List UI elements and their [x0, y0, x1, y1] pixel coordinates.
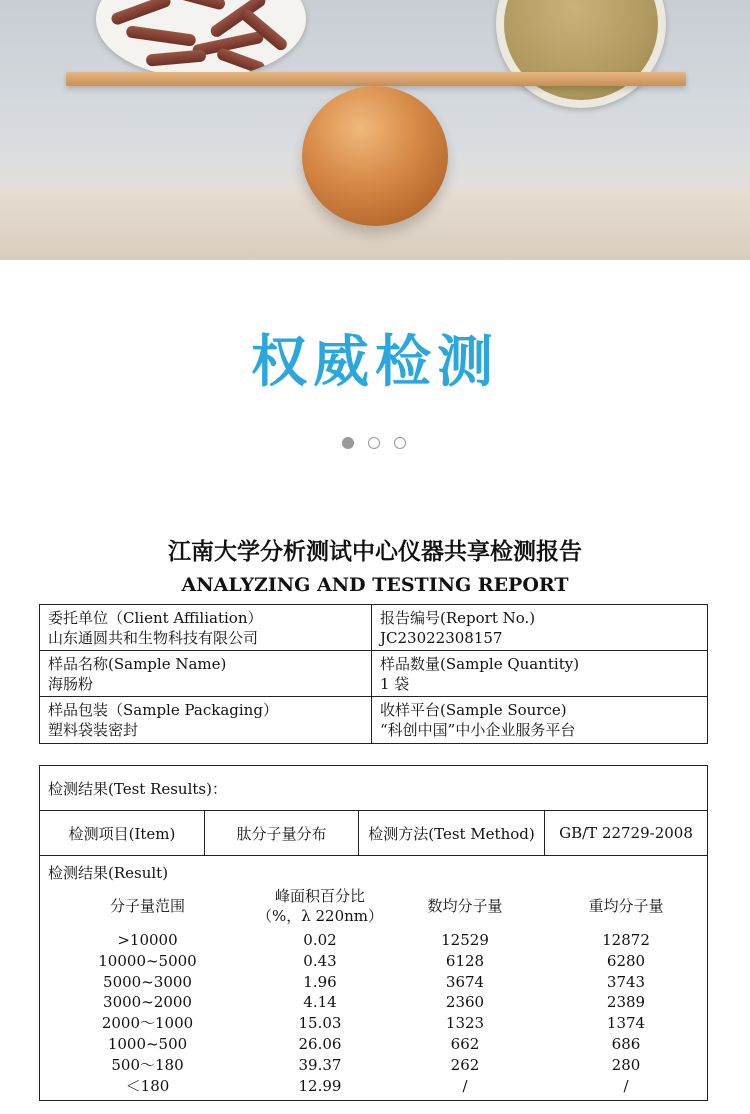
row-area: 0.43 — [303, 951, 337, 970]
row-mw: 12872 — [602, 931, 650, 949]
report-no-value: JC23022308157 — [380, 629, 503, 647]
packaging-value: 塑料袋装密封 — [48, 721, 139, 739]
row-mw: 2389 — [606, 993, 646, 1012]
row-mn: 1323 — [445, 1014, 485, 1033]
carousel-dot-2[interactable] — [368, 437, 380, 449]
row-mn: 2360 — [445, 993, 485, 1012]
row-range: 3000~2000 — [103, 993, 192, 1012]
row-mw: / — [623, 1076, 629, 1095]
results-column-headers — [40, 882, 707, 930]
carousel-dot-1[interactable] — [342, 437, 354, 449]
column-header-area-line2: （%，λ 220nm） — [256, 907, 384, 925]
row-mw: 686 — [611, 1034, 641, 1053]
table-row — [40, 1013, 707, 1034]
row-range: 10000~5000 — [98, 951, 197, 970]
table-row — [40, 1034, 707, 1055]
row-mn: 662 — [450, 1034, 480, 1053]
report-title-en: ANALYZING AND TESTING REPORT — [181, 574, 569, 596]
row-mn: / — [462, 1076, 468, 1095]
info-cell-sample-source — [372, 697, 707, 743]
table-row — [40, 1055, 707, 1076]
row-area: 26.06 — [298, 1034, 342, 1053]
sample-name-value: 海肠粉 — [48, 675, 94, 693]
carousel-dots — [342, 437, 406, 449]
info-cell-report-no — [372, 605, 707, 650]
column-header-area — [255, 882, 385, 930]
item-value: 肽分子量分布 — [205, 811, 359, 855]
table-row — [40, 930, 707, 951]
sample-quantity-value: 1 袋 — [380, 675, 410, 693]
section-title: 权威检测 — [251, 330, 499, 395]
row-mw: 6280 — [606, 951, 646, 970]
powder-bowl-image — [496, 0, 666, 108]
info-row — [40, 651, 707, 697]
sample-source-label: 收样平台(Sample Source) — [380, 701, 567, 719]
row-area: 4.14 — [303, 993, 337, 1012]
info-cell-client — [40, 605, 372, 650]
info-row — [40, 697, 707, 743]
method-value: GB/T 22729-2008 — [559, 824, 693, 842]
info-row — [40, 605, 707, 651]
results-heading: 检测结果(Test Results)： — [40, 766, 707, 811]
info-cell-packaging — [40, 697, 372, 743]
row-mn: 3674 — [445, 972, 485, 991]
row-area: 0.02 — [303, 931, 337, 949]
row-mw: 1374 — [606, 1014, 646, 1033]
client-value: 山东通圆共和生物科技有限公司 — [48, 629, 259, 647]
column-header-range: 分子量范围 — [109, 897, 185, 915]
row-mn: 6128 — [445, 951, 485, 970]
table-row — [40, 972, 707, 993]
row-range: >10000 — [117, 931, 178, 949]
hero-photo — [0, 0, 750, 260]
row-range: 2000～1000 — [101, 1014, 194, 1033]
table-row — [40, 1076, 707, 1097]
row-area: 39.37 — [298, 1055, 342, 1074]
sea-worm-bowl-image — [96, 0, 306, 78]
wooden-ball — [302, 86, 448, 226]
row-mw: 280 — [611, 1055, 641, 1074]
row-range: ＜180 — [125, 1076, 170, 1095]
test-results-table — [39, 765, 708, 1101]
report-info-table — [39, 604, 708, 744]
row-range: 5000~3000 — [103, 972, 192, 991]
packaging-label: 样品包装（Sample Packaging） — [48, 701, 278, 719]
item-label: 检测项目(Item) — [40, 811, 205, 855]
report-title-cn: 江南大学分析测试中心仪器共享检测报告 — [168, 539, 582, 565]
row-mn: 262 — [450, 1055, 480, 1074]
row-area: 15.03 — [298, 1014, 342, 1033]
table-row — [40, 992, 707, 1013]
table-row — [40, 951, 707, 972]
sample-quantity-label: 样品数量(Sample Quantity) — [380, 655, 580, 673]
results-rows — [40, 930, 707, 1096]
carousel-dot-3[interactable] — [394, 437, 406, 449]
result-label: 检测结果(Result) — [48, 864, 169, 882]
sample-name-label: 样品名称(Sample Name) — [48, 655, 227, 673]
results-meta-row — [40, 811, 707, 856]
row-area: 12.99 — [298, 1076, 342, 1095]
client-label: 委托单位（Client Affiliation） — [48, 609, 263, 627]
row-area: 1.96 — [303, 972, 337, 991]
report-no-label: 报告编号(Report No.) — [380, 609, 536, 627]
info-cell-sample-quantity — [372, 651, 707, 696]
row-range: 1000~500 — [107, 1034, 188, 1053]
column-header-mw: 重均分子量 — [588, 897, 664, 915]
row-range: 500～180 — [111, 1055, 184, 1074]
info-cell-sample-name — [40, 651, 372, 696]
row-mn: 12529 — [441, 931, 489, 949]
column-header-mn: 数均分子量 — [427, 897, 503, 915]
wooden-plank — [66, 72, 686, 86]
row-mw: 3743 — [606, 972, 646, 991]
column-header-area-line1: 峰面积百分比 — [274, 887, 365, 905]
sample-source-value: “科创中国”中小企业服务平台 — [380, 721, 576, 739]
method-label: 检测方法(Test Method) — [359, 811, 545, 855]
